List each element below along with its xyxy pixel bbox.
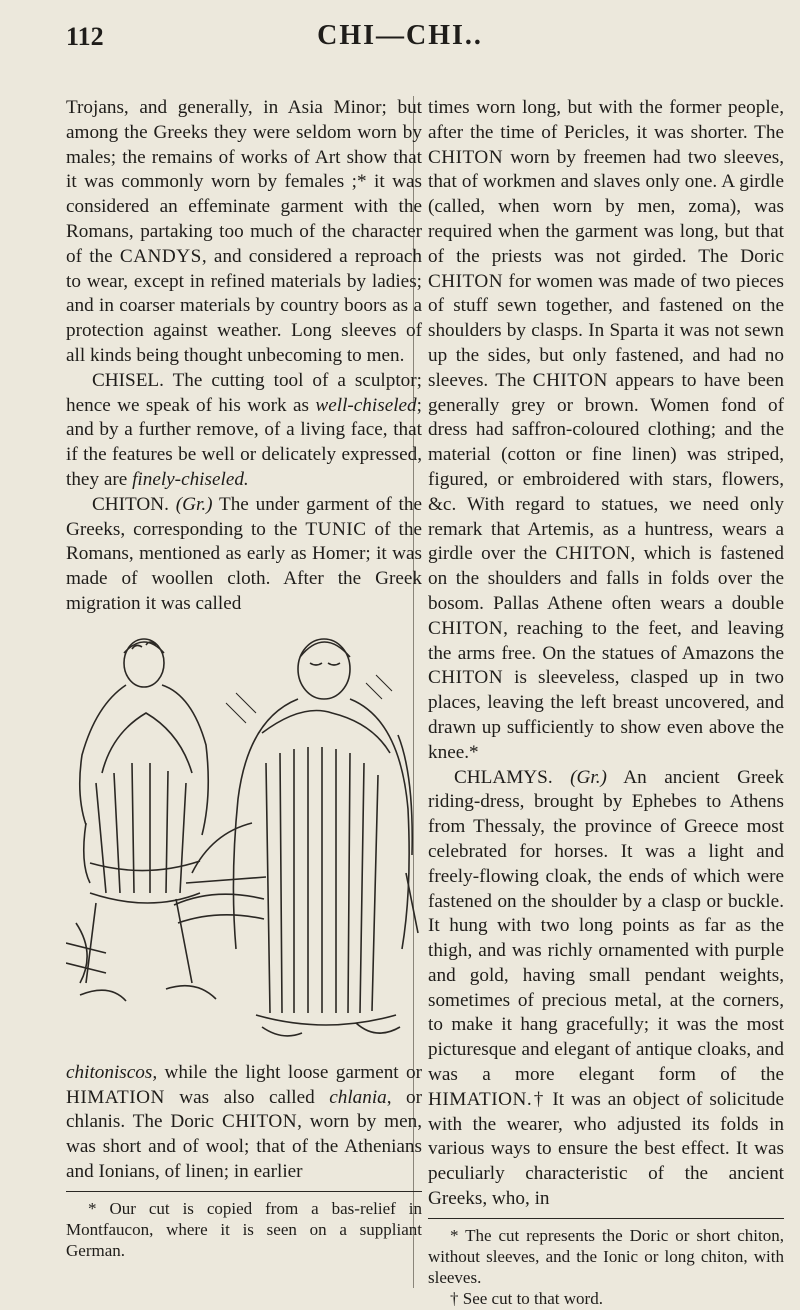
footnote-left: * Our cut is copied from a bas-relief in Montfaucon, where it is seen on a suppliant German. <box>66 1198 422 1260</box>
entry-chlamys: CHLAMYS. (Gr.) An ancient Greek riding-dress, brought by Ephebes to Athens from Thessaly, the province of Greece most celebrated for horses. It was a light and freely-flowing cloak, the ends of which were fastened on the shoulder by a clasp or buckle. It hung with two long points as far as the thigh, and was richly ornamented with purple and gold, having small pendant weights, sometimes of precious metal, at the corners, to make it hang gracefully; it was the most picturesque and elegant of antique cloaks, and was a more elegant form of the HIMATION.† It was an object of solicitude with the wearer, who adjusted its folds in various ways to ensure the best effect. It was peculiarly characteristic of the ancient Greeks, who, in <box>428 766 784 1210</box>
entry-chiton: CHITON. (Gr.) The under garment of the Greeks, corresponding to the TUNIC of the Romans, mentioned as early as Homer; it was made of woollen cloth. After the Greek migration it was called <box>66 493 423 614</box>
footnote-rule-right <box>428 1218 784 1219</box>
chiton-illustration <box>66 623 422 1051</box>
footnote-rule <box>66 1191 422 1192</box>
left-column <box>66 96 422 1261</box>
page-number: 112 <box>66 22 104 51</box>
entry-chisel: CHISEL. The cutting tool of a sculptor; hence we speak of his work as well-chiseled; and by a further remove, of a living face, that if the features be well or delicately expressed, they are finely-chiseled. <box>66 369 422 490</box>
entry-heading-chiton: CHITON. <box>92 493 169 515</box>
paragraph-times-worn: times worn long, but with the former people, after the time of Pericles, it was shorter. The CHITON worn by freemen had two sleeves, that of workmen and slaves only one. A girdle (called, when worn by men, zoma), was required when the garment was long, but that of the priests was not girded. The Doric CHITON for women was made of two pieces of stuff sewn together, and fastened on the shoulders by clasps. In Sparta it was not sewn up the sides, but only fastened, and had no sleeves. The CHITON appears to have been generally grey or brown. Women fond of dress had saffron-coloured clothing; and the material (cotton or fine linen) was striped, figured, or embroidered with stars, flowers, &c. With regard to statues, we need only remark that Artemis, as a huntress, wears a girdle over the CHITON, which is fastened on the shoulders and falls in folds over the bosom. Pallas Athene often wears a double CHITON, reaching to the feet, and leaving the arms free. On the statues of Amazons the CHITON is sleeveless, clasped up in two places, leaving the left breast uncovered, and drawn up sufficiently to show even above the knee.* <box>428 97 784 763</box>
entry-heading-chlamys: CHLAMYS. <box>454 766 553 788</box>
footnote-right-2: † See cut to that word. <box>450 1288 603 1308</box>
paragraph-trojans: Trojans, and generally, in Asia Minor; but among the Greeks they were seldom worn by males; the remains of works of Art show that it was commonly worn by females ;* it was considered an effeminate garment with the Romans, partaking too much of the character of the CANDYS, and considered a reproach to wear, except in refined materials by ladies; and in coarser materials by country boors as a protection against weather. Long sleeves of all kinds being thought unbecoming to men. <box>66 97 422 366</box>
running-head: CHI—CHI.. <box>317 20 483 51</box>
right-column <box>428 96 784 1309</box>
paragraph-chitoniscos: chitoniscos, while the light loose garment or HIMATION was also called chlania, or chlanis. The Doric CHITON, worn by men, was short and of wool; that of the Athenians and Ionians, of linen; in earlier <box>66 1061 422 1182</box>
footnote-right-1: * The cut represents the Doric or short chiton, without sleeves, and the Ionic or long chiton, with sleeves. <box>428 1225 784 1287</box>
entry-heading-chisel: CHISEL. <box>92 369 164 391</box>
engraving-two-figures-chiton-icon <box>66 623 422 1051</box>
